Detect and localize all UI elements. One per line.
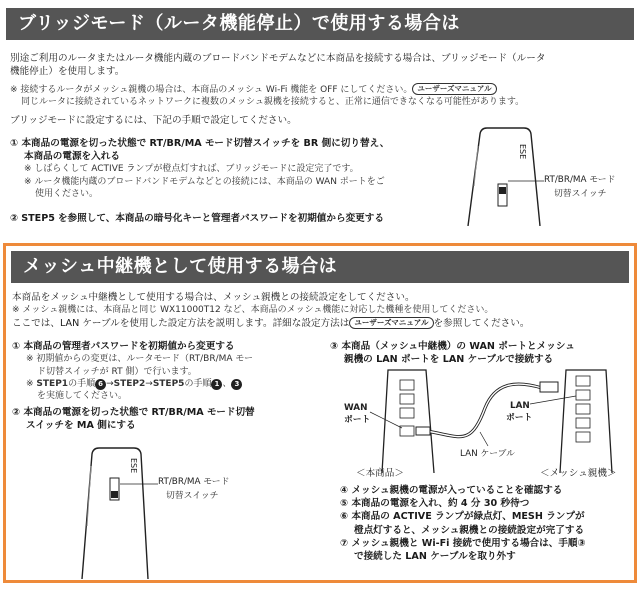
step-number: ⑤ bbox=[340, 498, 349, 510]
step5-ref: STEP5 bbox=[21, 213, 55, 224]
cable-plug-left bbox=[416, 427, 430, 435]
cable-plug-right bbox=[540, 382, 558, 392]
mesh-step3-line1: 本商品（メッシュ中継機）の WAN ポートとメッシュ bbox=[341, 341, 575, 352]
mesh-step6-line1: 本商品の ACTIVE ランプが緑点灯、MESH ランプが bbox=[351, 511, 585, 523]
step2-ref: STEP2 bbox=[113, 379, 146, 390]
mesh-intro-line2a: ここでは、LAN ケーブルを使用した設定方法を説明します。詳細な設定方法は bbox=[12, 317, 350, 329]
port-icon bbox=[400, 408, 414, 418]
lan-label-line1: LAN bbox=[510, 401, 530, 411]
device-text: ESE bbox=[518, 144, 527, 160]
mesh-step1-note-line2: ド切替スイッチが RT 側）で行います。 bbox=[37, 366, 197, 377]
mesh-step4-text: メッシュ親機の電源が入っていることを確認する bbox=[351, 485, 563, 496]
mesh-step3-line2: 親機の LAN ポートを LAN ケーブルで接続する bbox=[344, 354, 554, 366]
bridge-step1-note2-line2: 使用ください。 bbox=[35, 189, 99, 200]
bridge-mode-heading: ブリッジモード（ルータ機能停止）で使用する場合は bbox=[6, 8, 634, 40]
bridge-step1-line2: 本商品の電源を入れる bbox=[24, 151, 120, 163]
lan-label-line2: ポート bbox=[506, 413, 533, 423]
step-number: ⑦ bbox=[340, 537, 349, 549]
note-mark: ※ bbox=[26, 379, 34, 390]
switch-label-line1: RT/BR/MA モード bbox=[544, 175, 616, 185]
bridge-step1 bbox=[10, 137, 440, 201]
step-number: ③ bbox=[330, 341, 339, 352]
mesh-note1: ※ メッシュ親機には、本商品と同じ WX11000T12 など、本商品のメッシュ機能に対応した機種を使用してください。 bbox=[12, 305, 494, 316]
step1-ref: STEP1 bbox=[36, 379, 69, 390]
mesh-step1-note-line1: ※ 初期値からの変更は、ルータモード（RT/BR/MA モー bbox=[26, 354, 254, 365]
wan-port-icon bbox=[400, 426, 414, 436]
step-number: ② bbox=[12, 406, 21, 418]
mesh-intro-line1: 本商品をメッシュ中継機として使用する場合は、メッシュ親機との接続設定をしてください。 bbox=[12, 292, 415, 303]
lan-connection-diagram bbox=[330, 368, 630, 483]
port-icon bbox=[400, 380, 414, 390]
mesh-step7-line1: メッシュ親機と Wi-Fi 接続で使用する場合は、手順③ bbox=[351, 537, 586, 549]
mesh-step5-text: 本商品の電源を入れ、約 4 分 30 秒待つ bbox=[351, 498, 530, 510]
bridge-note bbox=[10, 83, 630, 109]
bridge-step1-line1: 本商品の電源を切った状態で RT/BR/MA モード切替スイッチを BR 側に切り替え、 bbox=[21, 138, 390, 149]
wan-label-line2: ポート bbox=[344, 415, 371, 425]
port-icon bbox=[400, 394, 414, 404]
bridge-note-line1: ※ 接続するルータがメッシュ親機の場合は、本商品のメッシュ Wi-Fi 機能を OFF にしてください。 bbox=[10, 85, 413, 95]
step-number: ② bbox=[10, 213, 19, 224]
mesh-step1-text: 本商品の管理者パスワードを初期値から変更する bbox=[23, 341, 235, 352]
bridge-intro bbox=[10, 52, 630, 78]
cable-label: LAN ケーブル bbox=[460, 449, 515, 459]
switch-knob bbox=[499, 187, 506, 194]
mesh-intro bbox=[12, 291, 630, 330]
mesh-right-steps bbox=[340, 484, 632, 563]
caption-mesh-parent: ＜メッシュ親機＞ bbox=[540, 468, 617, 479]
port-icon bbox=[576, 418, 590, 428]
step-number: ① bbox=[10, 138, 19, 149]
device-text: ESE bbox=[129, 458, 138, 474]
switch-knob bbox=[111, 491, 118, 498]
mesh-step7-line2: で接続した LAN ケーブルを取り外す bbox=[354, 551, 516, 563]
comma: 、 bbox=[222, 379, 232, 390]
device-body bbox=[468, 128, 540, 226]
port-icon bbox=[576, 432, 590, 442]
lan-port-icon bbox=[576, 390, 590, 400]
circled-number: 1 bbox=[211, 379, 222, 390]
caption-device: ＜本商品＞ bbox=[356, 468, 404, 479]
bridge-intro-line2: 機能停止）を使用します。 bbox=[10, 66, 125, 78]
switch-label-line2: 切替スイッチ bbox=[166, 491, 219, 501]
step-text: の手順 bbox=[184, 379, 212, 390]
mesh-step2-line2: スイッチを MA 側にする bbox=[26, 420, 136, 432]
step-number: ④ bbox=[340, 485, 349, 496]
mesh-step6-line2: 橙点灯すると、メッシュ親機との接続設定が完了する bbox=[354, 524, 585, 536]
step-text: の手順 bbox=[68, 379, 96, 390]
bridge-step1-note1: ※ しばらくして ACTIVE ランプが橙点灯すれば、ブリッジモードに設定完了です。 bbox=[24, 164, 359, 175]
mesh-step1-sub-line2: を実施してください。 bbox=[37, 391, 128, 402]
wan-label-line1: WAN bbox=[344, 403, 368, 413]
circled-number: 6 bbox=[95, 379, 106, 390]
bridge-note-line2: 同じルータに接続されているネットワークに複数のメッシュ親機を接続すると、正常に通信できなくなる可能性があります。 bbox=[21, 97, 525, 108]
arrow: → bbox=[145, 379, 153, 390]
switch-label-line2: 切替スイッチ bbox=[554, 189, 607, 199]
mesh-right-step3 bbox=[330, 340, 632, 366]
mesh-intro-line2b: を参照してください。 bbox=[433, 317, 530, 329]
arrow: → bbox=[106, 379, 114, 390]
leader-line bbox=[480, 432, 488, 446]
users-manual-badge: ユーザーズマニュアル bbox=[412, 83, 496, 95]
mesh-step2-line1: 本商品の電源を切った状態で RT/BR/MA モード切替 bbox=[23, 406, 255, 418]
bridge-switch-illustration bbox=[440, 126, 630, 226]
bridge-step1-note2-line1: ※ ルータ機能内蔵のブロードバンドモデムなどとの接続には、本商品の WAN ポートをご bbox=[24, 176, 385, 187]
bridge-intro-line1: 別途ご利用のルータまたはルータ機能内蔵のブロードバンドモデムなどに本商品を接続する場合は、ブリッジモード（ルータ bbox=[10, 53, 546, 64]
mesh-left-steps bbox=[12, 340, 300, 432]
step-number: ⑥ bbox=[340, 511, 349, 523]
bridge-setup-line: ブリッジモードに設定するには、下記の手順で設定してください。 bbox=[10, 115, 297, 126]
circled-number: 3 bbox=[231, 379, 242, 390]
port-icon bbox=[576, 404, 590, 414]
step-number: ① bbox=[12, 341, 21, 352]
step5-ref: STEP5 bbox=[152, 379, 185, 390]
switch-label-line1: RT/BR/MA モード bbox=[158, 477, 230, 487]
bridge-step2-text: を参照して、本商品の暗号化キーと管理者パスワードを初期値から変更する bbox=[57, 213, 384, 224]
port-icon bbox=[576, 376, 590, 386]
mesh-switch-illustration bbox=[60, 446, 300, 579]
mesh-heading: メッシュ中継機として使用する場合は bbox=[11, 251, 629, 283]
users-manual-badge: ユーザーズマニュアル bbox=[349, 317, 433, 329]
